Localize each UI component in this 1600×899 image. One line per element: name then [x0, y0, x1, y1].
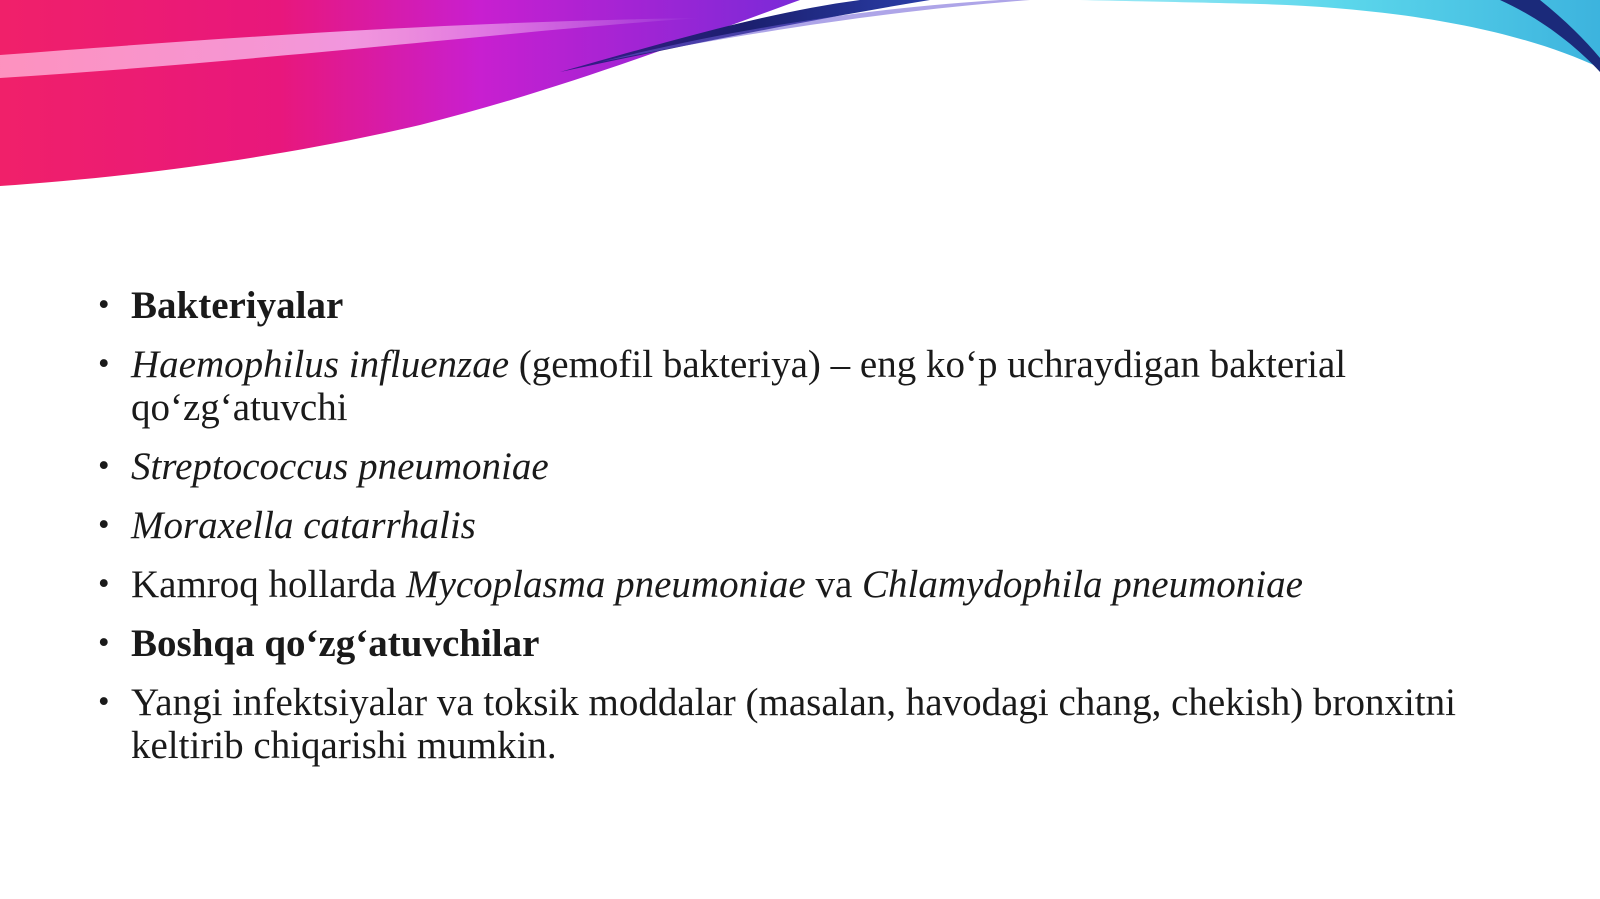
heading-bakteriyalar: Bakteriyalar [131, 284, 344, 327]
bullet-item-streptococcus [98, 445, 1518, 488]
bullet-item-bakteriyalar [98, 284, 1518, 327]
slide-content [98, 284, 1518, 783]
bullet-item-yangi [98, 681, 1518, 767]
haemophilus-description: (gemofil bakteriya) – eng ko‘p uchraydigan bakterial qo‘zg‘atuvchi [131, 343, 1347, 429]
bullet-dot: • [98, 346, 110, 382]
bullet-item-boshqa [98, 622, 1518, 665]
species-haemophilus-influenzae: Haemophilus influenzae [131, 343, 510, 386]
decorative-swoosh-banner [0, 0, 1600, 220]
bullet-item-haemophilus [98, 343, 1518, 429]
kamroq-prefix: Kamroq hollarda [131, 563, 407, 606]
bullet-dot: • [98, 507, 110, 543]
heading-boshqa-qozgatuvchilar: Boshqa qo‘zg‘atuvchilar [131, 622, 540, 665]
bullet-dot: • [98, 287, 110, 323]
bullet-dot: • [98, 625, 110, 661]
yangi-infektsiyalar-text: Yangi infektsiyalar va toksik moddalar (masalan, havodagi chang, chekish) bronxitni keltirib chiqarishi mumkin. [131, 681, 1456, 767]
species-mycoplasma-pneumoniae: Mycoplasma pneumoniae [406, 563, 806, 606]
species-moraxella-catarrhalis: Moraxella catarrhalis [131, 504, 476, 547]
bullet-dot: • [98, 684, 110, 720]
bullet-item-kamroq [98, 563, 1518, 606]
bullet-list [98, 284, 1518, 767]
bullet-dot: • [98, 448, 110, 484]
species-streptococcus-pneumoniae: Streptococcus pneumoniae [131, 445, 549, 488]
bullet-dot: • [98, 566, 110, 602]
conjunction-va: va [805, 563, 863, 606]
bullet-item-moraxella [98, 504, 1518, 547]
species-chlamydophila-pneumoniae: Chlamydophila pneumoniae [862, 563, 1303, 606]
